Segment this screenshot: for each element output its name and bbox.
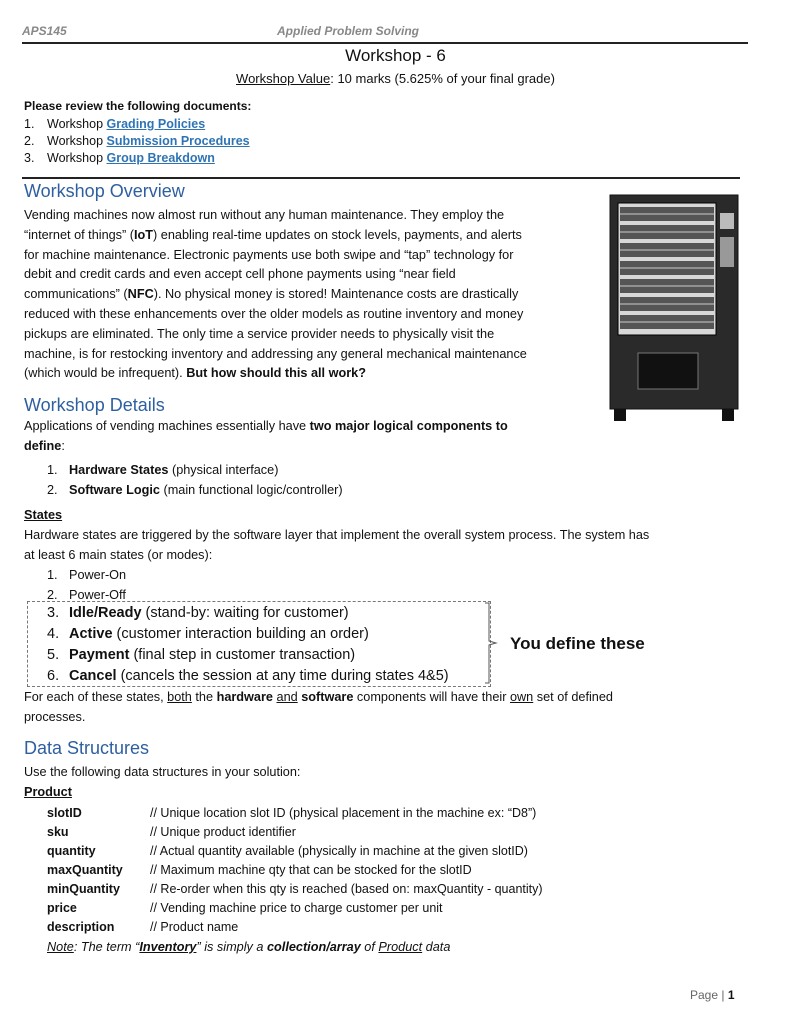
nfc-term: NFC	[127, 287, 154, 302]
brace-icon	[484, 602, 498, 684]
item-bold: Software Logic	[69, 483, 160, 497]
you-define-these-label: You define these	[510, 634, 645, 653]
field-row	[47, 842, 543, 861]
field-comment: // Actual quantity available (physically in machine at the given slotID)	[150, 844, 528, 858]
review-heading: Please review the following documents:	[24, 99, 252, 113]
followup-bold: hardware	[216, 690, 273, 704]
review-prefix: Workshop	[47, 117, 107, 131]
item-bold: Idle/Ready	[69, 605, 142, 621]
followup-underline: and	[276, 690, 298, 704]
item-bold: Hardware States	[69, 463, 169, 477]
list-number: 2.	[47, 483, 58, 497]
list-number: 2.	[47, 588, 58, 602]
note-label: Note	[47, 940, 74, 954]
page-header	[22, 22, 748, 44]
field-name: maxQuantity	[47, 863, 123, 877]
list-item	[47, 603, 449, 624]
states-label: States	[24, 508, 63, 522]
overview-heading: Workshop Overview	[24, 181, 185, 201]
overview-text: (which would be infrequent).	[24, 366, 187, 381]
overview-line: for machine maintenance. Electronic payments use both swipe and “tap” technology for	[24, 247, 514, 262]
overview-line	[24, 364, 604, 384]
data-structures-heading: Data Structures	[24, 738, 150, 758]
overview-text: ) enabling real-time updates on stock levels, payments, and alerts	[153, 227, 522, 242]
field-comment: // Unique location slot ID (physical placement in the machine ex: “D8”)	[150, 806, 537, 820]
course-code: APS145	[22, 24, 67, 38]
submission-procedures-link[interactable]: Submission Procedures	[106, 134, 250, 148]
details-heading: Workshop Details	[24, 395, 165, 415]
field-name: minQuantity	[47, 882, 120, 896]
note-text: ” is simply a	[196, 940, 267, 954]
field-comment: // Unique product identifier	[150, 825, 296, 839]
followup-text: set of defined	[533, 690, 613, 704]
data-structures-intro: Use the following data structures in your solution:	[24, 765, 301, 779]
list-item	[47, 480, 343, 500]
list-number: 4.	[47, 626, 60, 642]
item-text: Power-On	[69, 568, 127, 582]
note-bold: Inventory	[139, 940, 197, 954]
item-rest: (stand-by: waiting for customer)	[141, 605, 349, 621]
item-rest: (final step in customer transaction)	[129, 647, 356, 663]
list-number: 5.	[47, 647, 60, 663]
field-comment: // Maximum machine qty that can be stocked for the slotID	[150, 863, 472, 877]
followup-text: components will have their	[353, 690, 510, 704]
list-number: 3.	[24, 151, 35, 165]
note-text: of	[360, 940, 379, 954]
components-list	[47, 460, 343, 500]
overview-line	[24, 226, 604, 246]
followup-text: the	[191, 690, 217, 704]
overview-paragraph	[24, 206, 604, 384]
vending-machine-image	[608, 193, 740, 423]
inventory-note	[47, 940, 450, 954]
overview-text: ). No physical money is stored! Maintenance costs are drastically	[153, 287, 519, 302]
details-bold: two major logical components to	[309, 419, 508, 433]
note-text: : The term “	[73, 940, 140, 954]
product-label: Product	[24, 785, 72, 799]
item-rest: (physical interface)	[168, 463, 279, 477]
list-number: 2.	[24, 134, 35, 148]
followup-underline: both	[167, 690, 192, 704]
details-line	[24, 417, 584, 437]
item-bold: Payment	[69, 647, 130, 663]
iot-term: IoT	[134, 227, 154, 242]
list-number: 6.	[47, 668, 60, 684]
overview-question: But how should this all work?	[186, 366, 366, 381]
details-line	[24, 437, 584, 457]
overview-text: communications” (	[24, 287, 128, 302]
details-text: Applications of vending machines essentially have	[24, 419, 310, 433]
field-name: slotID	[47, 806, 82, 820]
list-number: 1.	[47, 568, 58, 582]
grading-policies-link[interactable]: Grading Policies	[106, 117, 206, 131]
states-list	[47, 565, 126, 605]
overview-text: “internet of things” (	[24, 227, 135, 242]
states-line: Hardware states are triggered by the software layer that implement the overall system process. The system has	[24, 528, 650, 542]
followup-bold: software	[301, 690, 354, 704]
product-fields	[47, 804, 543, 937]
overview-line	[24, 285, 604, 305]
field-row	[47, 918, 543, 937]
list-number: 3.	[47, 605, 60, 621]
states-line: at least 6 main states (or modes):	[24, 547, 213, 562]
course-subject: Applied Problem Solving	[277, 24, 420, 38]
note-text: data	[422, 940, 451, 954]
section-divider	[22, 177, 740, 179]
review-list	[24, 117, 250, 168]
item-rest: (main functional logic/controller)	[159, 483, 343, 497]
details-bold: define	[24, 438, 62, 453]
followup-line: processes.	[24, 709, 86, 724]
field-row	[47, 804, 543, 823]
field-row	[47, 899, 543, 918]
item-bold: Cancel	[69, 668, 117, 684]
group-breakdown-link[interactable]: Group Breakdown	[106, 151, 215, 165]
page-footer	[690, 988, 735, 1002]
overview-line: machine, is for restocking inventory and addressing any general mechanical maintenance	[24, 346, 527, 361]
states-paragraph	[24, 526, 744, 566]
field-row	[47, 880, 543, 899]
followup-text: For each of these states,	[24, 690, 168, 704]
list-item	[47, 565, 126, 585]
value-text: : 10 marks (5.625% of your final grade)	[330, 71, 555, 86]
overview-line: debit and credit cards and even accept cell phone payments using “near field	[24, 267, 456, 282]
page-title: Workshop - 6	[345, 46, 446, 65]
review-item	[24, 134, 250, 151]
note-underline: Product	[378, 940, 423, 954]
overview-line: reduced with these enhancements over the older models as routine inventory and money	[24, 306, 524, 321]
workshop-value	[0, 71, 791, 86]
field-name: price	[47, 901, 77, 915]
page-number: 1	[727, 988, 735, 1002]
review-item	[24, 151, 250, 168]
list-item	[47, 666, 449, 687]
list-number: 1.	[24, 117, 35, 131]
field-comment: // Product name	[150, 920, 239, 934]
field-row	[47, 861, 543, 880]
item-text: Power-Off	[69, 588, 126, 602]
review-item	[24, 117, 250, 134]
list-item	[47, 460, 343, 480]
item-bold: Active	[69, 626, 113, 642]
page-label: Page |	[690, 988, 728, 1002]
field-row	[47, 823, 543, 842]
review-prefix: Workshop	[47, 134, 107, 148]
list-item	[47, 645, 449, 666]
field-name: sku	[47, 825, 69, 839]
field-name: description	[47, 920, 115, 934]
followup-line	[24, 688, 744, 708]
overview-line: pickups are eliminated. The only time a service provider needs to physically visit the	[24, 326, 495, 341]
review-prefix: Workshop	[47, 151, 107, 165]
field-name: quantity	[47, 844, 96, 858]
item-rest: (cancels the session at any time during states 4&5)	[116, 668, 449, 684]
item-rest: (customer interaction building an order)	[112, 626, 369, 642]
details-text: :	[61, 438, 65, 453]
overview-line: Vending machines now almost run without any human maintenance. They employ the	[24, 208, 505, 222]
states-followup	[24, 688, 744, 728]
defined-states-list	[47, 603, 449, 687]
note-bold: collection/array	[266, 940, 361, 954]
list-item	[47, 624, 449, 645]
list-number: 1.	[47, 463, 58, 477]
value-label: Workshop Value	[236, 71, 331, 86]
field-comment: // Vending machine price to charge customer per unit	[150, 901, 443, 915]
followup-underline: own	[509, 690, 534, 704]
details-paragraph	[24, 417, 584, 457]
field-comment: // Re-order when this qty is reached (based on: maxQuantity - quantity)	[150, 882, 543, 896]
